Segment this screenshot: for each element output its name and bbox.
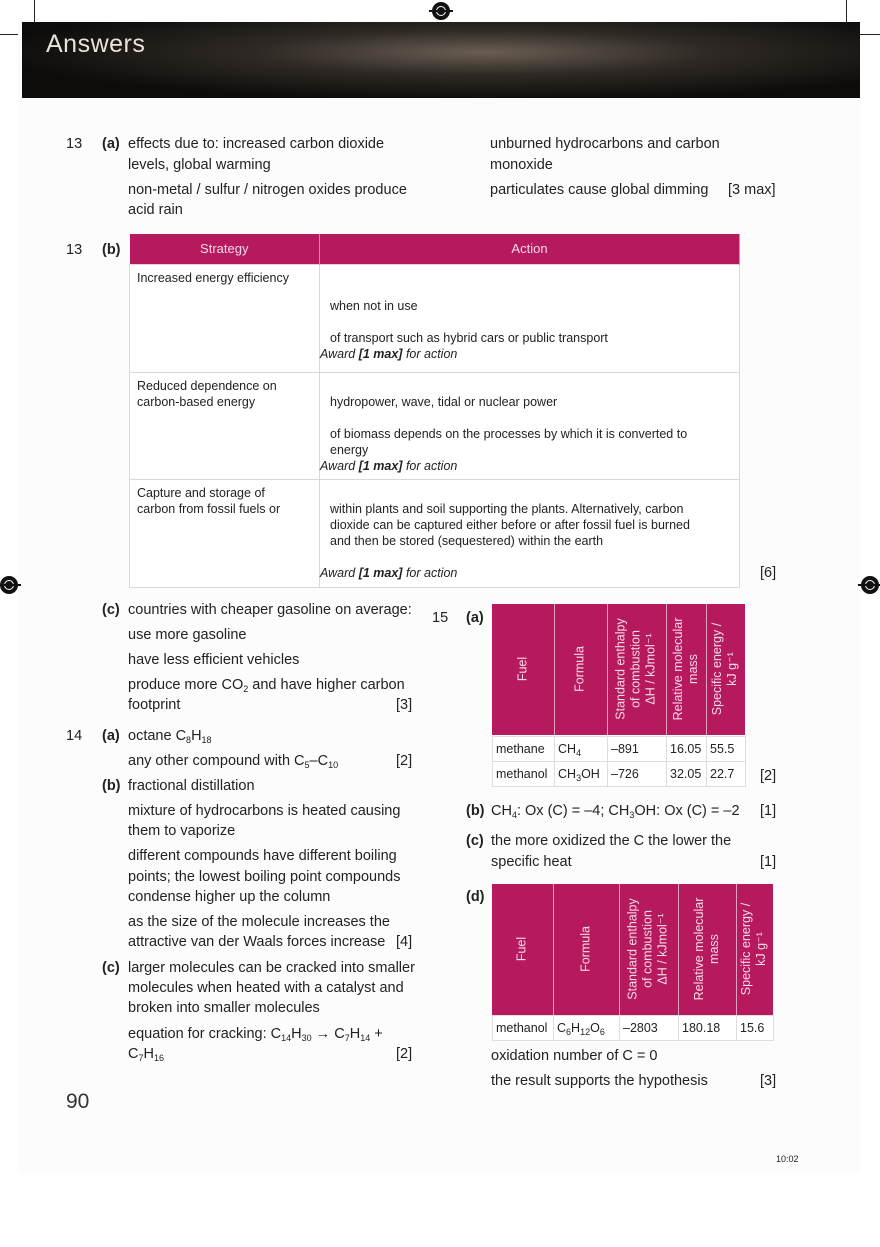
answer-line: them to vaporize [128, 823, 236, 839]
action-line: within plants and soil supporting the plants. Alternatively, carbon dioxide can be captured either before or after fossil fuel is burned and then be stored (sequestered) within the earth [330, 502, 690, 548]
footer-timestamp: 10:02 [776, 1154, 799, 1164]
column-header-enthalpy: Standard enthalpy of combustion ΔH / kJmol⁻¹ [625, 898, 670, 1000]
answer-line: countries with cheaper gasoline on average: [128, 602, 412, 618]
part-label: (a) [102, 728, 120, 744]
header-banner [22, 22, 860, 98]
column-header-energy: Specific energy / kJ g⁻¹ [710, 622, 739, 716]
fuel-table [492, 1015, 774, 1041]
part-label: (c) [102, 960, 120, 976]
action-line: hydropower, wave, tidal or nuclear power [330, 395, 558, 409]
column-divider [607, 604, 608, 735]
question-number: 14 [66, 728, 83, 744]
enthalpy-cell: –2803 [620, 1016, 679, 1041]
formula-cell: $CH_3OH$ [555, 762, 608, 787]
answer-line: octane $C_8H_{18}$ [128, 728, 212, 745]
mass-cell: 16.05 [667, 737, 707, 762]
part-label: (a) [466, 610, 484, 626]
mark-allocation: [1] [760, 854, 777, 870]
mark-allocation: [3] [760, 1073, 777, 1089]
answer-line: molecules when heated with a catalyst and [128, 980, 404, 996]
column-divider [706, 604, 707, 735]
answer-line: effects due to: increased carbon dioxide [128, 136, 385, 152]
table-row [130, 480, 740, 588]
column-header-formula: Formula [578, 926, 593, 972]
answer-line: broken into smaller molecules [128, 1000, 320, 1016]
table-row [493, 762, 746, 787]
part-label: (d) [466, 889, 485, 905]
table-row [493, 1016, 774, 1041]
question-number: 13 [66, 136, 83, 152]
answer-line: levels, global warming [128, 157, 271, 173]
question-number: 13 [66, 242, 83, 258]
answer-line: any other compound with $C_5-C_{10}$ [128, 753, 339, 770]
strategy-cell: Capture and storage of carbon from fossil fuels or [130, 480, 320, 588]
cracking-equation: equation for cracking: $C_{14}H_{30} \to C_7H_{14}$ + [128, 1026, 383, 1043]
answer-line: specific heat [491, 854, 572, 870]
answer-line: $CH_4$: Ox (C) = –4; $CH_3OH$: Ox (C) = –2 [491, 803, 740, 820]
mark-allocation: [3 max] [728, 182, 776, 198]
mark-allocation: [2] [396, 1046, 413, 1062]
answer-line: larger molecules can be cracked into smaller [128, 960, 415, 976]
answer-line: particulates cause global dimming [490, 182, 709, 198]
mark-allocation: [6] [760, 565, 777, 581]
fuel-cell: methanol [493, 1016, 554, 1041]
column-header-fuel: Fuel [514, 936, 529, 962]
answer-line: use more gasoline [128, 627, 247, 643]
crop-mark [34, 0, 35, 22]
column-divider [678, 884, 679, 1015]
strategy-cell: Increased energy efficiency [130, 265, 320, 373]
table-row [130, 373, 740, 480]
mark-allocation: [3] [396, 697, 413, 713]
answer-line: have less efficient vehicles [128, 652, 300, 668]
mark-allocation: [4] [396, 934, 413, 950]
column-divider [554, 604, 555, 735]
registration-mark-icon [432, 2, 450, 20]
strategy-table [129, 234, 740, 588]
page-number: 90 [66, 1090, 90, 1113]
answer-line: points; the lowest boiling point compounds [128, 869, 401, 885]
action-line: when not in use [330, 299, 418, 313]
answer-line: attractive van der Waals forces increase [128, 934, 386, 950]
mark-allocation: [1] [760, 803, 777, 819]
column-header-enthalpy: Standard enthalpy of combustion ΔH / kJmol⁻¹ [613, 618, 658, 720]
action-line: of biomass depends on the processes by which it is converted to energy [330, 427, 688, 457]
energy-cell: 22.7 [707, 762, 746, 787]
formula-cell: $C_6H_{12}O_6$ [554, 1016, 620, 1041]
mass-cell: 180.18 [679, 1016, 737, 1041]
award-note: Award [1 max] for action [320, 347, 458, 361]
registration-mark-icon [0, 576, 18, 594]
column-divider [553, 884, 554, 1015]
fuel-cell: methanol [493, 762, 555, 787]
action-cell [320, 265, 740, 373]
table-header-strategy: Strategy [130, 234, 320, 265]
mark-allocation: [2] [760, 768, 777, 784]
answer-line: the more oxidized the C the lower the [491, 833, 732, 849]
column-divider [619, 884, 620, 1015]
mark-allocation: [2] [396, 753, 413, 769]
answer-line: fractional distillation [128, 778, 255, 794]
column-header-energy: Specific energy / kJ g⁻¹ [739, 902, 768, 996]
answer-line: oxidation number of C = 0 [491, 1048, 658, 1064]
table-header-action: Action [320, 234, 740, 265]
column-header-mass: Relative molecular mass [671, 617, 700, 721]
column-header-formula: Formula [572, 646, 587, 692]
action-line: of transport such as hybrid cars or public transport [330, 331, 608, 345]
registration-mark-icon [861, 576, 879, 594]
page-title: Answers [46, 30, 146, 58]
enthalpy-cell: –891 [608, 737, 667, 762]
action-cell [320, 373, 740, 480]
action-cell [320, 480, 740, 588]
mass-cell: 32.05 [667, 762, 707, 787]
part-label: (a) [102, 136, 120, 152]
answer-line: produce more $CO_2$ and have higher carbon [128, 677, 405, 694]
formula-cell: $CH_4$ [555, 737, 608, 762]
answer-line: the result supports the hypothesis [491, 1073, 708, 1089]
crop-mark [846, 0, 847, 22]
column-divider [736, 884, 737, 1015]
answer-line: monoxide [490, 157, 553, 173]
question-number: 15 [432, 610, 449, 626]
part-label: (b) [102, 242, 121, 258]
award-note: Award [1 max] for action [320, 459, 458, 473]
fuel-table [492, 736, 746, 787]
column-divider [666, 604, 667, 735]
column-header-mass: Relative molecular mass [692, 897, 721, 1001]
energy-cell: 55.5 [707, 737, 746, 762]
column-header-fuel: Fuel [515, 656, 530, 682]
answer-line: condense higher up the column [128, 889, 331, 905]
answer-line: non-metal / sulfur / nitrogen oxides produce [128, 182, 407, 198]
energy-cell: 15.6 [737, 1016, 774, 1041]
table-row [493, 737, 746, 762]
answer-line: acid rain [128, 202, 183, 218]
table-row [130, 265, 740, 373]
answer-line: different compounds have different boiling [128, 848, 397, 864]
answer-line: footprint [128, 697, 181, 713]
answer-line: unburned hydrocarbons and carbon [490, 136, 720, 152]
enthalpy-cell: –726 [608, 762, 667, 787]
answer-line: mixture of hydrocarbons is heated causing [128, 803, 401, 819]
part-label: (b) [466, 803, 485, 819]
part-label: (c) [102, 602, 120, 618]
fuel-cell: methane [493, 737, 555, 762]
answer-line: as the size of the molecule increases the [128, 914, 390, 930]
award-note: Award [1 max] for action [320, 566, 458, 580]
part-label: (c) [466, 833, 484, 849]
strategy-cell: Reduced dependence on carbon-based energy [130, 373, 320, 480]
part-label: (b) [102, 778, 121, 794]
cracking-equation: $C_7H_{16}$ [128, 1046, 164, 1063]
crop-mark [860, 34, 880, 35]
